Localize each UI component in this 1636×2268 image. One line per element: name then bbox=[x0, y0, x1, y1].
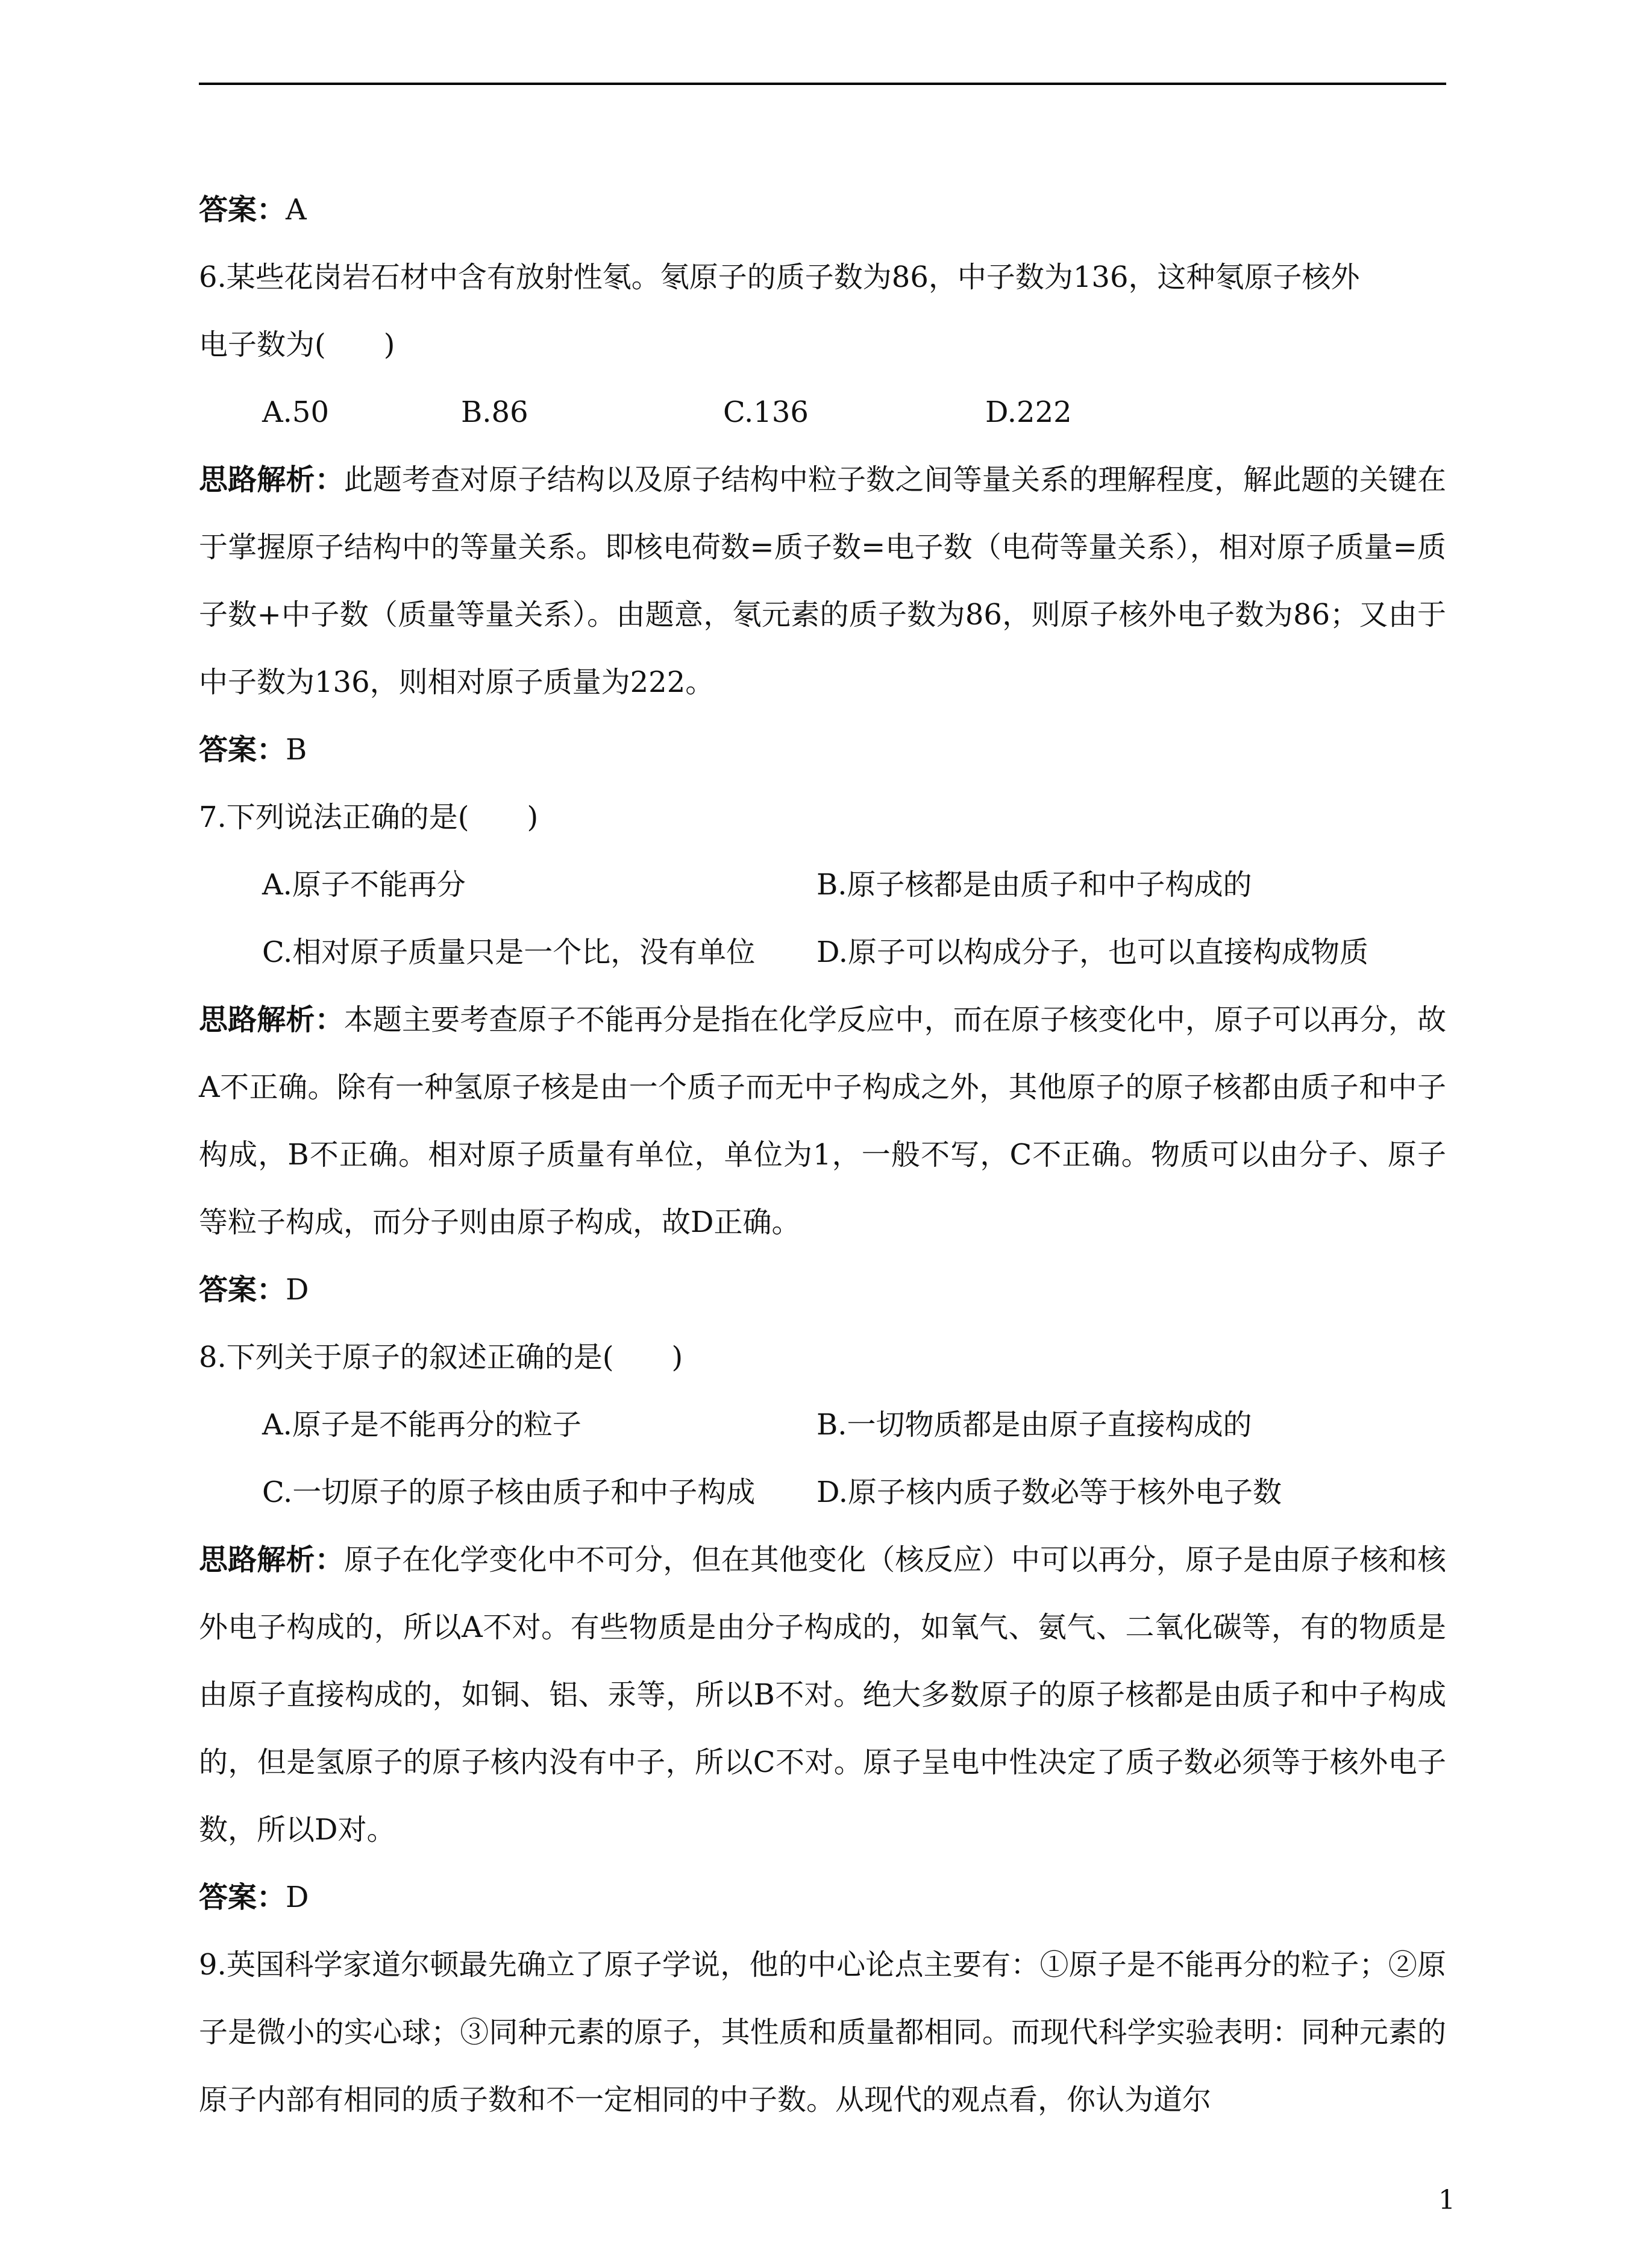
question-7-stem: 7.下列说法正确的是( ) bbox=[199, 800, 539, 834]
option-a: A.50 bbox=[262, 395, 329, 429]
option-c: C.一切原子的原子核由质子和中子构成 bbox=[262, 1475, 756, 1509]
question-6-options bbox=[199, 379, 1446, 446]
answer-label: 答案： bbox=[199, 1273, 286, 1307]
option-d: D.原子可以构成分子，也可以直接构成物质 bbox=[816, 935, 1369, 969]
answer-value: B bbox=[286, 733, 307, 767]
analysis-text: 原子在化学变化中不可分，但在其他变化（核反应）中可以再分，原子是由原子核和核外电子构成的，所以A不对。有些物质是由分子构成的，如氧气、氨气、二氧化碳等，有的物质是由原子直接构成的，如铜、铝、汞等，所以B不对。绝大多数原子的原子核都是由质子和中子构成的，但是氢原子的原子核内没有中子，所以C不对。原子呈电中性决定了质子数必须等于核外电子数，所以D对。 bbox=[199, 1543, 1446, 1847]
analysis-label: 思路解析： bbox=[199, 463, 344, 497]
answer-value: A bbox=[286, 193, 307, 227]
answer-value: D bbox=[286, 1880, 309, 1914]
question-6-stem-line-1: 6.某些花岗岩石材中含有放射性氡。氡原子的质子数为86，中子数为136，这种氡原子核外 bbox=[199, 260, 1360, 294]
analysis-text: 此题考查对原子结构以及原子结构中粒子数之间等量关系的理解程度，解此题的关键在于掌握原子结构中的等量关系。即核电荷数=质子数=电子数（电荷等量关系），相对原子质量=质子数+中子数（质量等量关系）。由题意，氡元素的质子数为86，则原子核外电子数为86；又由于中子数为136，则相对原子质量为222。 bbox=[199, 463, 1446, 699]
header-rule bbox=[199, 83, 1446, 85]
question-6-analysis bbox=[199, 446, 1446, 716]
document-body bbox=[199, 176, 1446, 2134]
answer-value: D bbox=[286, 1273, 309, 1307]
question-8-options-row-1 bbox=[199, 1391, 1446, 1459]
answer-label: 答案： bbox=[199, 1880, 286, 1914]
option-a: A.原子不能再分 bbox=[262, 868, 466, 902]
option-b: B.原子核都是由质子和中子构成的 bbox=[816, 868, 1252, 902]
question-8-stem: 8.下列关于原子的叙述正确的是( ) bbox=[199, 1340, 683, 1374]
question-7-options-row-1 bbox=[199, 851, 1446, 919]
analysis-text: 本题主要考查原子不能再分是指在化学反应中，而在原子核变化中，原子可以再分，故A不正确。除有一种氢原子核是由一个质子而无中子构成之外，其他原子的原子核都由质子和中子构成，B不正确。相对原子质量有单位，单位为1，一般不写，C不正确。物质可以由分子、原子等粒子构成，而分子则由原子构成，故D正确。 bbox=[199, 1003, 1446, 1239]
question-8-analysis bbox=[199, 1526, 1446, 1864]
page-number: 1 bbox=[1438, 2185, 1455, 2216]
answer-7 bbox=[199, 1256, 1446, 1324]
option-a: A.原子是不能再分的粒子 bbox=[262, 1408, 581, 1442]
answer-label: 答案： bbox=[199, 733, 286, 767]
answer-label: 答案： bbox=[199, 193, 286, 227]
option-d: D.222 bbox=[985, 395, 1072, 429]
analysis-label: 思路解析： bbox=[199, 1003, 344, 1037]
option-d: D.原子核内质子数必等于核外电子数 bbox=[816, 1475, 1282, 1509]
question-7-analysis bbox=[199, 986, 1446, 1256]
option-b: B.86 bbox=[461, 395, 528, 429]
answer-6 bbox=[199, 716, 1446, 784]
analysis-label: 思路解析： bbox=[199, 1543, 344, 1577]
question-9-stem: 9.英国科学家道尔顿最先确立了原子学说，他的中心论点主要有：①原子是不能再分的粒子；②原子是微小的实心球；③同种元素的原子，其性质和质量都相同。而现代科学实验表明：同种元素的原子内部有相同的质子数和不一定相同的中子数。从现代的观点看，你认为道尔 bbox=[199, 1948, 1446, 2117]
question-8-options-row-2 bbox=[199, 1459, 1446, 1526]
option-c: C.136 bbox=[723, 395, 809, 429]
question-6-stem-line-2: 电子数为( ) bbox=[199, 328, 395, 362]
option-c: C.相对原子质量只是一个比，没有单位 bbox=[262, 935, 756, 969]
option-b: B.一切物质都是由原子直接构成的 bbox=[816, 1408, 1252, 1442]
answer-5 bbox=[199, 176, 1446, 243]
answer-8 bbox=[199, 1864, 1446, 1931]
question-7-options-row-2 bbox=[199, 919, 1446, 986]
